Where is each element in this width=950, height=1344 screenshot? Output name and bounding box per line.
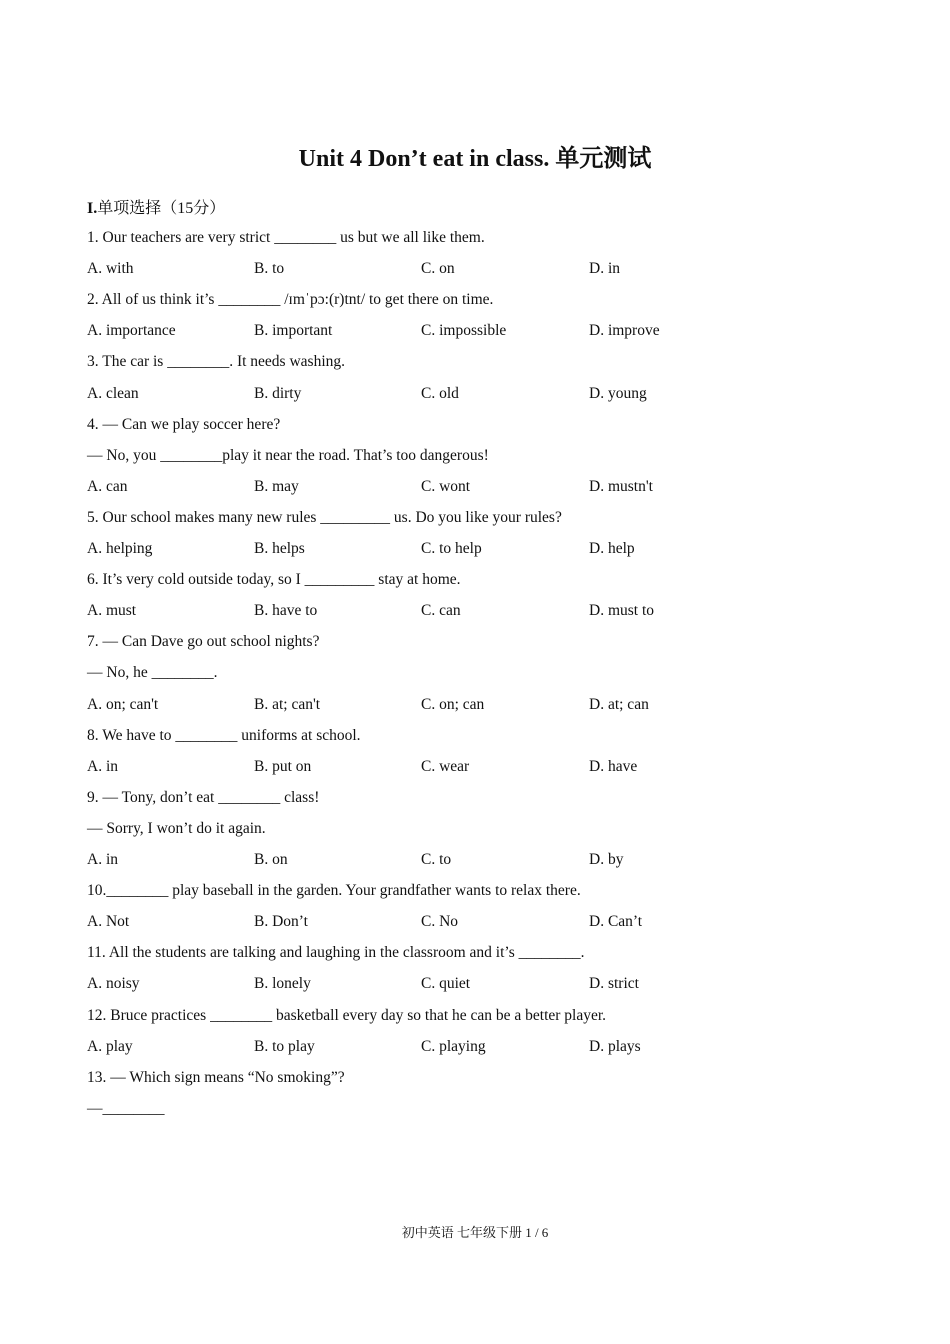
answer-option: A. importance [87,322,176,340]
question-line: 6. It’s very cold outside today, so I _________ stay at home. [87,571,461,589]
question-line: — No, he ________. [87,664,218,682]
section-heading [87,195,225,218]
section-roman: I. [87,200,98,217]
question-line: 7. — Can Dave go out school nights? [87,633,320,651]
answer-option: B. may [254,477,299,495]
question-line: 2. All of us think it’s ________ /ɪmˈpɔ:(r)tnt/ to get there on time. [87,291,494,309]
question-line: 12. Bruce practices ________ basketball every day so that he can be a better player. [87,1006,607,1024]
section-label: 单项选择（15分） [97,200,226,217]
answer-option: D. plays [589,1037,641,1055]
answer-option: C. can [421,602,461,620]
answer-option: C. old [421,384,459,402]
answer-option: C. impossible [421,322,507,340]
answer-option: A. in [87,757,118,775]
answer-option: A. can [87,477,128,495]
answer-option: C. to help [421,540,482,557]
answer-option: D. help [589,540,635,557]
answer-option: B. on [254,851,288,868]
answer-option: D. by [589,851,624,868]
answer-option: B. put on [254,757,312,775]
answer-option: C. to [421,851,452,868]
answer-option: D. young [589,384,647,402]
page-title: Unit 4 Don’t eat in class. 单元测试 [298,146,652,172]
answer-option: C. wear [421,757,470,775]
question-line: 3. The car is ________. It needs washing. [87,353,345,371]
question-line: — No, you ________play it near the road. That’s too dangerous! [87,446,489,464]
answer-option: C. No [421,913,459,931]
answer-option: B. dirty [254,384,302,402]
answer-option: A. noisy [87,975,140,993]
answer-option: D. at; can [589,695,649,713]
answer-option: A. helping [87,540,153,557]
question-line: 9. — Tony, don’t eat ________ class! [87,788,320,806]
answer-option: A. must [87,602,137,620]
answer-option: B. to [254,260,285,278]
question-line: —________ [87,1099,165,1117]
answer-option: C. wont [421,477,471,495]
answer-option: C. on [421,260,455,278]
answer-option: C. quiet [421,975,471,993]
answer-option: B. Don’t [254,913,308,931]
question-line: 4. — Can we play soccer here? [87,415,281,433]
question-line: 13. — Which sign means “No smoking”? [87,1068,345,1086]
answer-option: D. Can’t [589,913,643,931]
answer-option: A. in [87,851,118,868]
answer-option: B. lonely [254,975,311,993]
answer-option: B. important [254,322,333,340]
answer-option: D. have [589,757,638,775]
question-line: 8. We have to ________ uniforms at school. [87,726,361,744]
question-line: 10.________ play baseball in the garden. Your grandfather wants to relax there. [87,882,581,900]
question-line: 11. All the students are talking and laughing in the classroom and it’s ________. [87,944,585,962]
answer-option: B. to play [254,1037,315,1055]
answer-option: D. improve [589,322,660,340]
answer-option: B. helps [254,540,305,557]
answer-option: A. Not [87,913,130,931]
answer-option: D. strict [589,975,639,993]
question-line: 5. Our school makes many new rules _________ us. Do you like your rules? [87,508,562,526]
answer-option: D. in [589,260,620,278]
answer-option: C. playing [421,1037,486,1055]
answer-option: A. with [87,260,134,278]
answer-option: B. at; can't [254,695,321,713]
answer-option: A. on; can't [87,695,159,713]
answer-option: B. have to [254,602,318,620]
question-line: 1. Our teachers are very strict ________ us but we all like them. [87,229,485,246]
answer-option: C. on; can [421,695,485,713]
answer-option: D. mustn't [589,477,653,495]
page-footer: 初中英语 七年级下册 1 / 6 [401,1225,549,1240]
answer-option: D. must to [589,602,655,620]
answer-option: A. play [87,1037,133,1055]
answer-option: A. clean [87,384,139,402]
question-line: — Sorry, I won’t do it again. [87,819,266,837]
